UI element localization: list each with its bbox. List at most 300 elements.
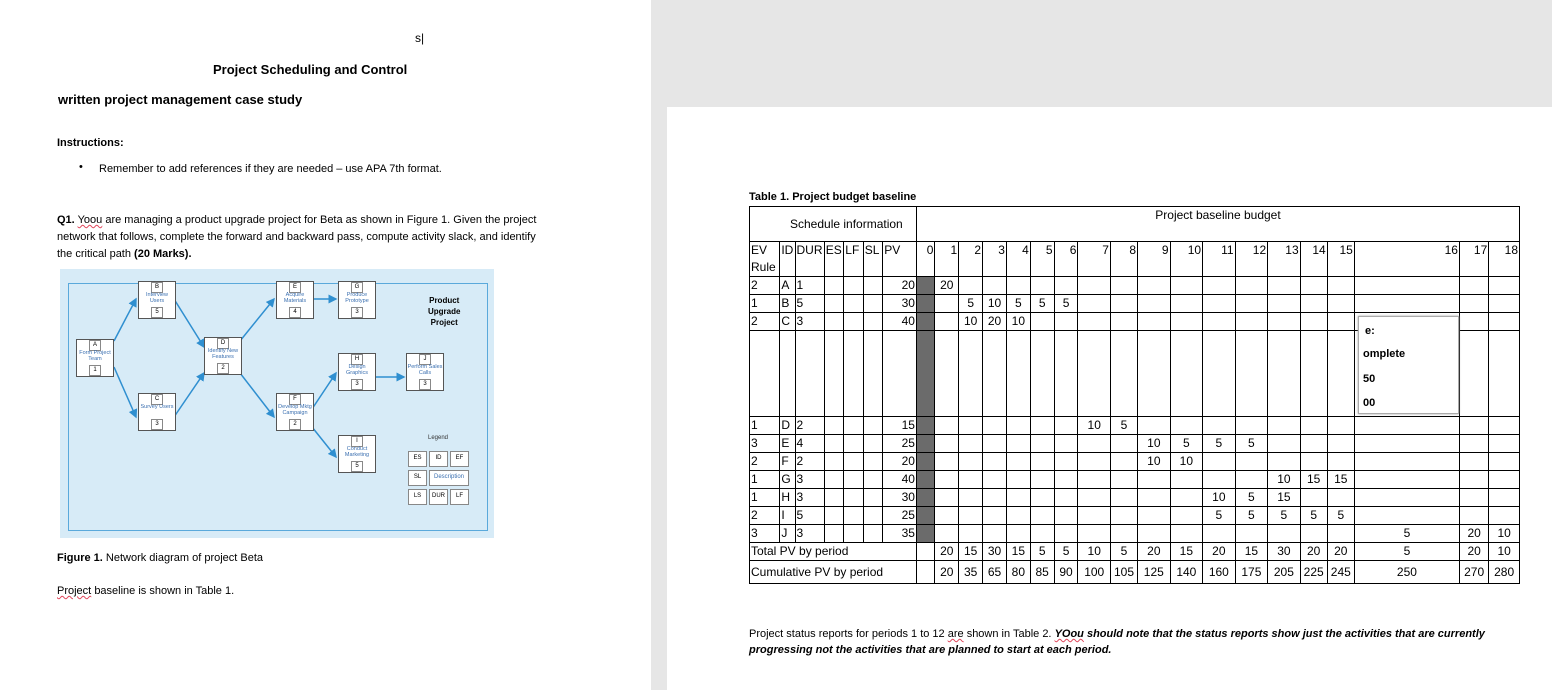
legend-description: Description xyxy=(429,470,469,486)
table-cell xyxy=(1268,348,1301,365)
table-cell xyxy=(795,399,824,417)
period-value-cell xyxy=(1459,417,1488,435)
schedule-info-header: Schedule information xyxy=(750,207,917,242)
table-cell xyxy=(1203,348,1236,365)
activity-id-cell: A xyxy=(780,277,795,295)
table-cell xyxy=(1170,399,1203,417)
period-value-cell xyxy=(1054,313,1078,331)
popup-line-2: omplete xyxy=(1363,348,1406,360)
table-cell xyxy=(1054,382,1078,399)
duration-cell: 3 xyxy=(795,313,824,331)
period-value-cell xyxy=(1078,277,1111,295)
period-value-cell: 10 xyxy=(1489,525,1520,543)
period-value-cell: 5 xyxy=(1268,507,1301,525)
arrow-c-d xyxy=(174,373,204,417)
period-value-cell xyxy=(1170,471,1203,489)
table-cell xyxy=(1327,348,1354,365)
table-cell xyxy=(824,507,844,525)
period-value-cell: 10 xyxy=(1138,453,1171,471)
baseline-word: Project xyxy=(57,585,92,597)
question-1-line-2: network that follows, complete the forward and backward pass, compute activity slack, and identify xyxy=(57,231,536,243)
legend-ef: EF xyxy=(450,451,469,467)
period-value-cell xyxy=(935,295,959,313)
period-value-cell: 5 xyxy=(1354,525,1459,543)
period-value-cell xyxy=(1006,277,1030,295)
period-value-cell xyxy=(1489,277,1520,295)
period-value-cell xyxy=(1268,277,1301,295)
period-value-cell xyxy=(1030,417,1054,435)
period-value-cell xyxy=(1030,277,1054,295)
table-cell xyxy=(1006,365,1030,382)
table-header-row-2 xyxy=(750,242,1520,277)
ev-rule-cell: 2 xyxy=(750,313,780,331)
sum-value-cell: 85 xyxy=(1030,561,1054,584)
table-cell xyxy=(1327,382,1354,399)
table-cell xyxy=(844,331,864,349)
table-cell xyxy=(959,382,983,399)
table-row xyxy=(750,295,1520,313)
duration-cell: 2 xyxy=(795,417,824,435)
table-cell xyxy=(780,382,795,399)
duration-cell: 3 xyxy=(795,471,824,489)
period-value-cell xyxy=(1327,525,1354,543)
node-j-dur: 3 xyxy=(419,379,431,390)
node-g-id: G xyxy=(351,282,363,293)
period-value-cell: 10 xyxy=(1078,417,1111,435)
node-i-dur: 5 xyxy=(351,461,363,472)
status-note-part-d: YOou xyxy=(1054,628,1084,640)
sum-value-cell: 10 xyxy=(1078,543,1111,561)
table-cell xyxy=(1300,348,1327,365)
period-value-cell xyxy=(959,453,983,471)
period-value-cell xyxy=(1235,295,1268,313)
activity-id-cell: E xyxy=(780,435,795,453)
table-cell xyxy=(1203,399,1236,417)
duration-cell: 3 xyxy=(795,525,824,543)
sum-value-cell: 90 xyxy=(1054,561,1078,584)
period-value-cell xyxy=(1235,525,1268,543)
period-value-cell xyxy=(1110,471,1137,489)
table-cell xyxy=(1030,365,1054,382)
table-cell xyxy=(883,399,917,417)
empty-period-0-cell xyxy=(916,543,934,561)
period-value-cell xyxy=(1327,435,1354,453)
table-cell xyxy=(863,277,883,295)
period-header: 1 xyxy=(935,242,959,277)
table-cell xyxy=(824,348,844,365)
instructions-label: Instructions: xyxy=(57,137,124,149)
status-note-part-b: are xyxy=(947,628,964,640)
legend-dur: DUR xyxy=(429,489,448,505)
table-cell xyxy=(780,331,795,349)
question-1-line-1 xyxy=(57,214,536,226)
period-value-cell xyxy=(983,489,1007,507)
table-cell xyxy=(1078,365,1111,382)
period-value-cell xyxy=(1459,295,1488,313)
table-cell xyxy=(959,399,983,417)
arrow-f-h xyxy=(312,373,336,409)
table-cell xyxy=(863,313,883,331)
period-value-cell xyxy=(1170,417,1203,435)
period-value-cell xyxy=(1138,277,1171,295)
period-value-cell: 5 xyxy=(1203,507,1236,525)
table-cell xyxy=(1459,348,1488,365)
node-d-dur: 2 xyxy=(217,363,229,374)
overlay-popup[interactable] xyxy=(1358,316,1459,414)
table-row xyxy=(750,277,1520,295)
table-row xyxy=(750,471,1520,489)
table-cell xyxy=(824,382,844,399)
period-value-cell: 10 xyxy=(1268,471,1301,489)
arrow-d-e xyxy=(240,299,274,341)
sum-value-cell: 5 xyxy=(1354,543,1459,561)
period-value-cell: 5 xyxy=(1235,489,1268,507)
period-value-cell xyxy=(983,453,1007,471)
table-cell xyxy=(1300,331,1327,349)
period-value-cell xyxy=(1078,525,1111,543)
shaded-period-0-cell xyxy=(916,453,934,471)
period-value-cell: 20 xyxy=(983,313,1007,331)
period-value-cell xyxy=(1235,313,1268,331)
period-value-cell xyxy=(1170,295,1203,313)
status-note-part-e: should note that the status reports show just the activities that are currently xyxy=(1086,628,1485,640)
status-note-line-2: progressing not the activities that are planned to start at each period. xyxy=(749,644,1112,656)
period-value-cell xyxy=(1235,417,1268,435)
sum-value-cell: 20 xyxy=(935,543,959,561)
column-header: PV xyxy=(883,242,917,277)
period-value-cell xyxy=(983,507,1007,525)
arrow-d-f xyxy=(240,373,274,417)
node-f-dur: 2 xyxy=(289,419,301,430)
period-value-cell xyxy=(1489,471,1520,489)
table-cell xyxy=(863,489,883,507)
period-value-cell xyxy=(1300,277,1327,295)
table-cell xyxy=(1078,348,1111,365)
pv-cell: 20 xyxy=(883,453,917,471)
period-value-cell xyxy=(1030,525,1054,543)
table-cell xyxy=(1300,382,1327,399)
table-cell xyxy=(863,348,883,365)
q1-line3-text: the critical path xyxy=(57,248,131,260)
table-cell xyxy=(824,417,844,435)
period-value-cell xyxy=(1170,525,1203,543)
table-cell xyxy=(1489,331,1520,349)
text-cursor[interactable]: s| xyxy=(415,31,425,45)
q1-label: Q1. xyxy=(57,214,75,226)
sum-value-cell: 5 xyxy=(1110,543,1137,561)
activity-id-cell: B xyxy=(780,295,795,313)
table-row xyxy=(750,417,1520,435)
sum-value-cell: 280 xyxy=(1489,561,1520,584)
node-h-desc: Design Graphics xyxy=(345,364,368,376)
period-value-cell xyxy=(1203,277,1236,295)
status-note-line-1 xyxy=(749,628,1485,640)
period-header: 16 xyxy=(1354,242,1459,277)
period-value-cell: 10 xyxy=(1006,313,1030,331)
table-cell xyxy=(1235,348,1268,365)
period-value-cell xyxy=(1006,507,1030,525)
period-value-cell: 5 xyxy=(1006,295,1030,313)
period-value-cell xyxy=(1354,417,1459,435)
column-header: EV Rule xyxy=(750,242,780,277)
node-g-desc: Produce Prototype xyxy=(345,292,369,304)
table-cell xyxy=(1459,382,1488,399)
table-cell xyxy=(750,348,780,365)
period-value-cell xyxy=(983,417,1007,435)
table-cell xyxy=(750,365,780,382)
sum-value-cell: 270 xyxy=(1459,561,1488,584)
table-cell xyxy=(883,331,917,349)
cumulative-pv-row-label: Cumulative PV by period xyxy=(750,561,917,584)
shaded-period-0-cell xyxy=(916,489,934,507)
period-value-cell xyxy=(1327,277,1354,295)
period-value-cell xyxy=(1268,525,1301,543)
period-value-cell: 5 xyxy=(1327,507,1354,525)
table-cell xyxy=(916,365,934,382)
status-note-part-a: Project status reports for periods 1 to 12 xyxy=(749,628,945,640)
period-value-cell xyxy=(1110,313,1137,331)
table-cell xyxy=(1054,365,1078,382)
cumulative-pv-row xyxy=(750,561,1520,584)
node-d xyxy=(204,337,242,375)
diagram-title-line-3: Project xyxy=(430,318,458,327)
node-a-id: A xyxy=(89,340,101,351)
period-value-cell xyxy=(1138,295,1171,313)
period-value-cell xyxy=(1268,417,1301,435)
arrow-f-i xyxy=(312,427,336,457)
period-value-cell xyxy=(1300,435,1327,453)
table-cell xyxy=(1078,382,1111,399)
sum-value-cell: 140 xyxy=(1170,561,1203,584)
period-value-cell xyxy=(1078,471,1111,489)
period-header: 9 xyxy=(1138,242,1171,277)
table-cell xyxy=(1268,399,1301,417)
pv-cell: 40 xyxy=(883,471,917,489)
period-value-cell xyxy=(1170,489,1203,507)
table-cell xyxy=(844,365,864,382)
table-cell xyxy=(1235,365,1268,382)
diagram-title xyxy=(428,295,460,328)
period-header: 12 xyxy=(1235,242,1268,277)
sum-value-cell: 30 xyxy=(983,543,1007,561)
total-pv-row-label: Total PV by period xyxy=(750,543,917,561)
period-value-cell xyxy=(1354,507,1459,525)
table-cell xyxy=(1300,365,1327,382)
period-value-cell: 5 xyxy=(1235,507,1268,525)
sum-value-cell: 65 xyxy=(983,561,1007,584)
period-value-cell xyxy=(1203,471,1236,489)
sum-value-cell: 5 xyxy=(1054,543,1078,561)
table-cell xyxy=(1006,331,1030,349)
table-cell xyxy=(844,435,864,453)
period-value-cell xyxy=(1054,417,1078,435)
period-value-cell xyxy=(1489,295,1520,313)
sum-value-cell: 20 xyxy=(935,561,959,584)
period-value-cell xyxy=(959,507,983,525)
ev-rule-cell: 2 xyxy=(750,453,780,471)
period-value-cell xyxy=(935,313,959,331)
document-subtitle: written project management case study xyxy=(58,92,303,107)
pv-cell: 25 xyxy=(883,435,917,453)
period-value-cell xyxy=(1459,453,1488,471)
period-value-cell xyxy=(1054,471,1078,489)
legend-id: ID xyxy=(429,451,448,467)
table-cell xyxy=(844,489,864,507)
sum-value-cell: 35 xyxy=(959,561,983,584)
period-value-cell xyxy=(1489,453,1520,471)
table-cell xyxy=(1110,348,1137,365)
table-cell xyxy=(844,453,864,471)
table-cell xyxy=(1110,399,1137,417)
table-cell xyxy=(863,365,883,382)
table-cell xyxy=(1268,382,1301,399)
table-cell xyxy=(824,331,844,349)
table-cell xyxy=(1203,331,1236,349)
period-header: 14 xyxy=(1300,242,1327,277)
sum-value-cell: 80 xyxy=(1006,561,1030,584)
table-caption: Table 1. Project budget baseline xyxy=(749,191,917,203)
table-cell xyxy=(935,331,959,349)
period-value-cell xyxy=(935,435,959,453)
table-cell xyxy=(935,382,959,399)
period-value-cell xyxy=(1110,489,1137,507)
table-cell xyxy=(1489,399,1520,417)
period-value-cell xyxy=(1327,453,1354,471)
table-cell xyxy=(863,507,883,525)
period-value-cell xyxy=(1300,295,1327,313)
period-value-cell xyxy=(1078,295,1111,313)
period-header: 17 xyxy=(1459,242,1488,277)
period-value-cell xyxy=(959,435,983,453)
legend-lf: LF xyxy=(450,489,469,505)
table-cell xyxy=(1489,382,1520,399)
period-value-cell: 5 xyxy=(1110,417,1137,435)
table-cell xyxy=(1170,331,1203,349)
table-cell xyxy=(1138,399,1171,417)
cursor-text: s xyxy=(415,31,421,45)
period-value-cell xyxy=(1030,313,1054,331)
table-cell xyxy=(824,277,844,295)
table-cell xyxy=(824,399,844,417)
period-value-cell xyxy=(1459,313,1488,331)
duration-cell: 5 xyxy=(795,507,824,525)
table-cell xyxy=(795,365,824,382)
node-e-dur: 4 xyxy=(289,307,301,318)
question-1-line-3 xyxy=(57,248,192,260)
shaded-period-0-cell xyxy=(916,525,934,543)
popup-line-1: e: xyxy=(1365,325,1375,337)
table-cell xyxy=(1268,331,1301,349)
period-value-cell: 15 xyxy=(1300,471,1327,489)
period-value-cell: 15 xyxy=(1327,471,1354,489)
table-cell xyxy=(750,331,780,349)
legend-ls: LS xyxy=(408,489,427,505)
sum-value-cell: 15 xyxy=(1235,543,1268,561)
node-d-id: D xyxy=(217,338,229,349)
table-cell xyxy=(883,365,917,382)
table-cell xyxy=(1489,365,1520,382)
table-cell xyxy=(1110,365,1137,382)
shaded-period-0-cell xyxy=(916,313,934,331)
period-value-cell xyxy=(935,525,959,543)
column-header: LF xyxy=(844,242,864,277)
table-header-row-1 xyxy=(750,207,1520,242)
period-value-cell: 20 xyxy=(1459,525,1488,543)
total-pv-row xyxy=(750,543,1520,561)
table-cell xyxy=(780,399,795,417)
left-document-page xyxy=(0,0,651,690)
table-cell xyxy=(863,471,883,489)
period-value-cell xyxy=(1203,417,1236,435)
period-value-cell: 5 xyxy=(1054,295,1078,313)
period-value-cell xyxy=(1110,453,1137,471)
ev-rule-cell: 2 xyxy=(750,507,780,525)
period-value-cell xyxy=(1138,489,1171,507)
ev-rule-cell: 3 xyxy=(750,525,780,543)
sum-value-cell: 20 xyxy=(1138,543,1171,561)
period-header: 3 xyxy=(983,242,1007,277)
node-i xyxy=(338,435,376,473)
sum-value-cell: 20 xyxy=(1203,543,1236,561)
period-value-cell xyxy=(959,417,983,435)
table-cell xyxy=(916,331,934,349)
period-value-cell xyxy=(1110,435,1137,453)
period-value-cell xyxy=(1489,417,1520,435)
table-cell xyxy=(863,382,883,399)
period-value-cell xyxy=(1268,435,1301,453)
table-cell xyxy=(863,295,883,313)
pv-cell: 30 xyxy=(883,489,917,507)
ev-rule-cell: 2 xyxy=(750,277,780,295)
table-cell xyxy=(844,417,864,435)
arrow-a-c xyxy=(114,367,136,417)
shaded-period-0-cell xyxy=(916,471,934,489)
pv-cell: 25 xyxy=(883,507,917,525)
table-cell xyxy=(844,348,864,365)
period-value-cell xyxy=(1006,453,1030,471)
node-f-id: F xyxy=(289,394,301,405)
table-cell xyxy=(795,382,824,399)
node-h-dur: 3 xyxy=(351,379,363,390)
activity-id-cell: D xyxy=(780,417,795,435)
table-cell xyxy=(1030,399,1054,417)
sum-value-cell: 5 xyxy=(1030,543,1054,561)
node-j-id: J xyxy=(419,354,431,365)
period-value-cell xyxy=(1078,489,1111,507)
table-cell xyxy=(983,348,1007,365)
period-value-cell xyxy=(1489,507,1520,525)
table-cell xyxy=(935,348,959,365)
period-value-cell xyxy=(1235,471,1268,489)
empty-period-0-cell xyxy=(916,561,934,584)
period-value-cell xyxy=(1300,417,1327,435)
period-value-cell xyxy=(1170,313,1203,331)
period-value-cell xyxy=(1459,507,1488,525)
table-cell xyxy=(983,331,1007,349)
node-b-dur: 5 xyxy=(151,307,163,318)
period-value-cell: 5 xyxy=(1203,435,1236,453)
node-f-desc: Develop Mktg Campaign xyxy=(278,404,312,416)
period-value-cell xyxy=(1327,313,1354,331)
node-h xyxy=(338,353,376,391)
table-cell xyxy=(1203,382,1236,399)
period-value-cell: 20 xyxy=(935,277,959,295)
table-cell xyxy=(883,382,917,399)
table-cell xyxy=(844,277,864,295)
period-value-cell xyxy=(1327,295,1354,313)
period-value-cell xyxy=(1138,507,1171,525)
sum-value-cell: 30 xyxy=(1268,543,1301,561)
